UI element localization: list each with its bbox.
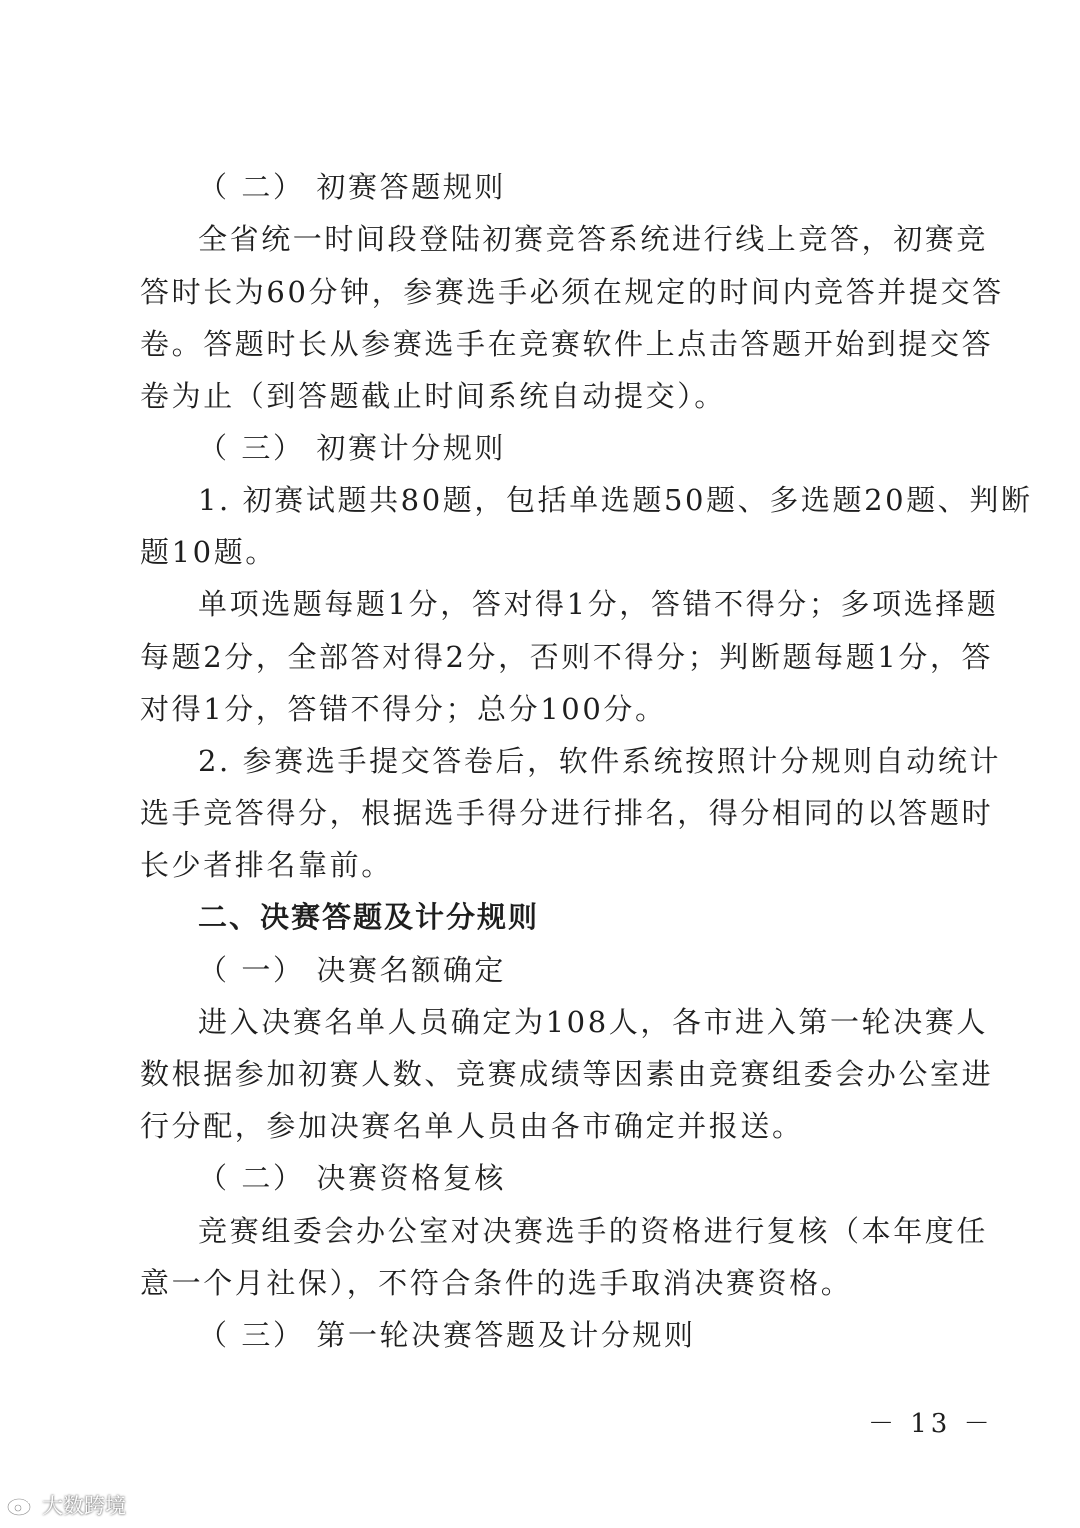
paragraph-line: 单项选题每题1分，答对得1分，答错不得分；多项选择题 <box>198 587 999 621</box>
paragraph-line: 进入决赛名单人员确定为108人，各市进入第一轮决赛人 <box>198 1005 988 1039</box>
paragraph-line: 意一个月社保），不符合条件的选手取消决赛资格。 <box>140 1266 853 1300</box>
subheading-first-round-final-rules: （ 三） 第一轮决赛答题及计分规则 <box>198 1318 696 1352</box>
subheading-preliminary-answer-rules: （ 二） 初赛答题规则 <box>198 170 507 204</box>
paragraph-line: 行分配，参加决赛名单人员由各市确定并报送。 <box>140 1109 804 1143</box>
page-number: － 13 － <box>868 1409 994 1439</box>
paragraph-line: 数根据参加初赛人数、竞赛成绩等因素由竞赛组委会办公室进 <box>140 1057 994 1091</box>
subheading-final-quota: （ 一） 决赛名额确定 <box>198 953 507 987</box>
paragraph-line: 卷为止（到答题截止时间系统自动提交）。 <box>140 379 726 413</box>
paragraph-line: 长少者排名靠前。 <box>140 848 393 882</box>
paragraph-line: 1. 初赛试题共80题，包括单选题50题、多选题20题、判断 <box>198 483 1033 517</box>
watermark-text: 大数跨境 <box>42 1494 126 1518</box>
paragraph-line: 全省统一时间段登陆初赛竞答系统进行线上竞答，初赛竞 <box>198 222 989 256</box>
weibo-logo-icon <box>6 1492 36 1518</box>
paragraph-line: 对得1分，答错不得分；总分100分。 <box>140 692 667 726</box>
paragraph-line: 2. 参赛选手提交答卷后，软件系统按照计分规则自动统计 <box>198 744 1002 778</box>
paragraph-line: 题10题。 <box>140 535 277 569</box>
paragraph-line: 答时长为60分钟，参赛选手必须在规定的时间内竞答并提交答 <box>140 275 1004 309</box>
watermark <box>6 1490 126 1520</box>
subheading-final-qualification-review: （ 二） 决赛资格复核 <box>198 1161 507 1195</box>
paragraph-line: 卷。答题时长从参赛选手在竞赛软件上点击答题开始到提交答 <box>140 327 994 361</box>
paragraph-line: 每题2分，全部答对得2分，否则不得分；判断题每题1分，答 <box>140 640 994 674</box>
paragraph-line: 选手竞答得分，根据选手得分进行排名，得分相同的以答题时 <box>140 796 994 830</box>
paragraph-line: 竞赛组委会办公室对决赛选手的资格进行复核（本年度任 <box>198 1214 989 1248</box>
subheading-preliminary-scoring-rules: （ 三） 初赛计分规则 <box>198 431 507 465</box>
section-heading-final-rules: 二、决赛答题及计分规则 <box>198 900 540 934</box>
